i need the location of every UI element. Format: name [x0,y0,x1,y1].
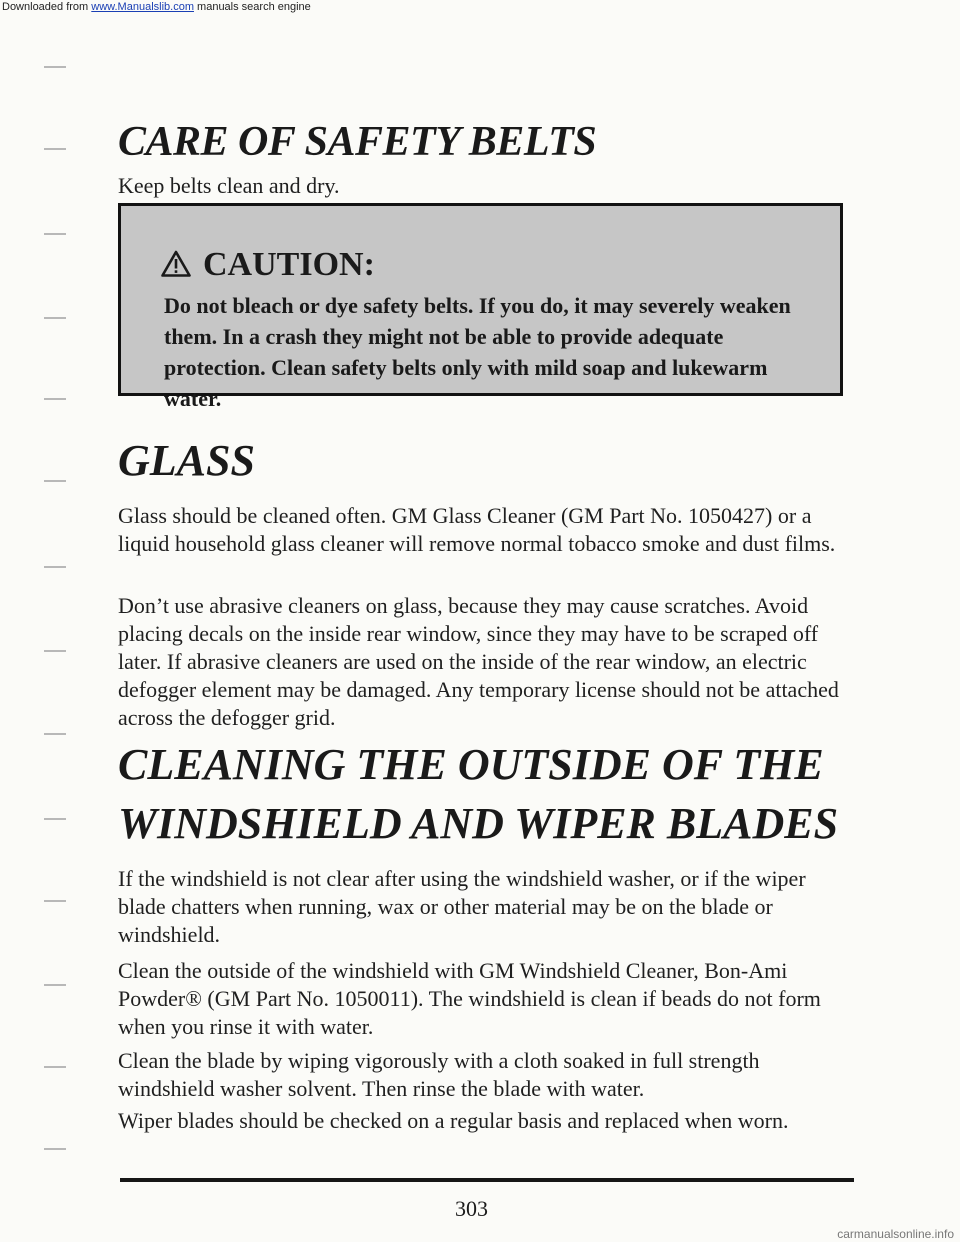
windshield-paragraph-3: Clean the blade by wiping vigorously with a cloth soaked in full strength windshield washer solvent. Then rinse the blade with water. [118,1048,760,1101]
margin-tick [44,900,66,902]
margin-tick [44,650,66,652]
watermark: carmanualsonline.info [837,1227,954,1241]
caution-box [118,203,843,411]
warning-triangle-icon [161,248,191,286]
margin-tick [44,148,66,150]
header-suffix: manuals search engine [193,1,311,13]
safety-belts-title: CARE OF SAFETY BELTS [118,119,597,165]
margin-tick [44,398,66,400]
margin-tick [44,480,66,482]
download-header [0,0,960,14]
caution-heading [161,246,375,286]
windshield-paragraph-1: If the windshield is not clear after using the windshield washer, or if the wiper blade chatters when running, wax or other material may be on the blade or windshield. [118,866,806,947]
windshield-paragraph-2: Clean the outside of the windshield with GM Windshield Cleaner, Bon-Ami Powder® (GM Part No. 1050011). The windshield is clean if beads do not form when you rinse it with water. [118,958,821,1039]
margin-tick [44,1148,66,1150]
margin-tick-marks [0,0,70,1242]
footer-rule [120,1178,854,1182]
windshield-title-line-1: CLEANING THE OUTSIDE OF THE [118,740,824,789]
glass-paragraph-1: Glass should be cleaned often. GM Glass Cleaner (GM Part No. 1050427) or a liquid household glass cleaner will remove normal tobacco smoke and dust films. [118,503,836,556]
margin-tick [44,66,66,68]
margin-tick [44,984,66,986]
margin-tick [44,566,66,568]
glass-paragraph-2: Don’t use abrasive cleaners on glass, because they may cause scratches. Avoid placing decals on the inside rear window, since they may have to be scraped off later. If abrasive cleaners are used on the inside of the rear window, an electric defogger element may be damaged. Any temporary license should not be attached across the defogger grid. [118,593,839,730]
margin-tick [44,733,66,735]
safety-belts-body: Keep belts clean and dry. [118,173,340,198]
page-number: 303 [455,1196,488,1221]
margin-tick [44,233,66,235]
margin-tick [44,1066,66,1068]
caution-text: Do not bleach or dye safety belts. If you do, it may severely weaken them. In a crash they might not be able to provide adequate protection. Clean safety belts only with mild soap and lukewarm water. [164,293,791,411]
glass-title: GLASS [118,436,255,485]
caution-label: CAUTION: [203,246,375,283]
header-prefix: Downloaded from [2,1,92,13]
windshield-title-line-2: WINDSHIELD AND WIPER BLADES [118,799,839,848]
margin-tick [44,317,66,319]
margin-tick [44,818,66,820]
windshield-paragraph-4: Wiper blades should be checked on a regular basis and replaced when worn. [118,1108,789,1133]
manualslib-link[interactable]: www.Manualslib.com [91,1,194,13]
